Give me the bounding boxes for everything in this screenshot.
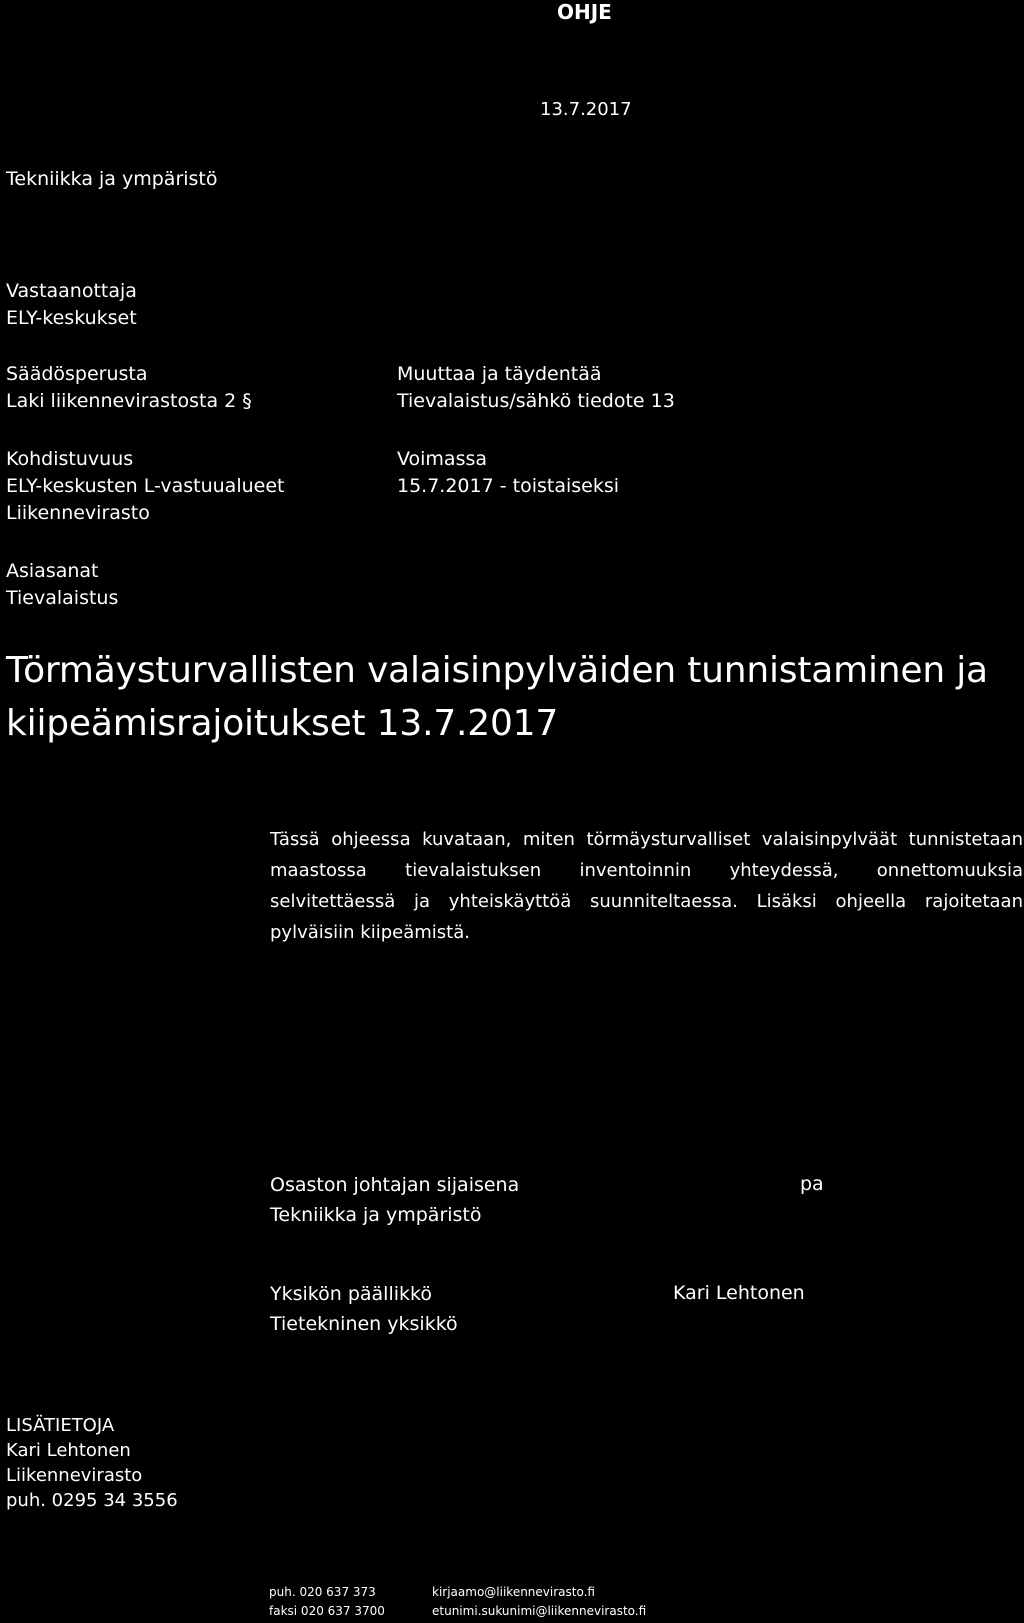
title-line: Törmäysturvallisten valaisinpylväiden tunnistaminen ja [6, 650, 988, 691]
validity-block [397, 446, 619, 500]
legal-basis-block [6, 361, 252, 415]
amends-value: Tievalaistus/sähkö tiedote 13 [397, 390, 675, 412]
contact-heading: LISÄTIETOJA [6, 1415, 115, 1436]
abstract-line: pylväisiin kiipeämistä. [270, 922, 470, 943]
contact-name: Kari Lehtonen [6, 1440, 131, 1461]
keywords-value: Tievalaistus [6, 587, 119, 609]
scope-value: Liikennevirasto [6, 502, 150, 524]
signer1-block [270, 1170, 519, 1230]
signer2-role: Yksikön päällikkö [270, 1283, 432, 1305]
abstract-line: Tässä ohjeessa kuvataan, miten törmäysturvalliset valaisinpylväät tunnistetaan [270, 829, 1023, 850]
legal-basis-value: Laki liikennevirastosta 2 § [6, 390, 252, 412]
title-line: kiipeämisrajoitukset 13.7.2017 [6, 703, 559, 744]
document-type: OHJE [557, 0, 612, 24]
recipient-label: Vastaanottaja [6, 280, 137, 302]
recipient-value: ELY-keskukset [6, 307, 137, 329]
abstract-line: selvitettäessä ja yhteiskäyttöä suunniteltaessa. Lisäksi ohjeella rajoitetaan [270, 891, 1023, 912]
footer-phone: puh. 020 637 373 [269, 1585, 376, 1599]
contact-phone: puh. 0295 34 3556 [6, 1490, 178, 1511]
document-title [6, 644, 988, 750]
scope-value: ELY-keskusten L-vastuualueet [6, 475, 285, 497]
amends-block [397, 361, 675, 415]
footer-fax: faksi 020 637 3700 [269, 1604, 385, 1618]
scope-label: Kohdistuvuus [6, 448, 134, 470]
contact-block [6, 1413, 178, 1513]
validity-value: 15.7.2017 - toistaiseksi [397, 475, 620, 497]
signer1-unit: Tekniikka ja ympäristö [270, 1204, 482, 1226]
scope-block [6, 446, 284, 527]
validity-label: Voimassa [397, 448, 488, 470]
footer-email-general: kirjaamo@liikennevirasto.fi [432, 1585, 595, 1599]
signer1-mark: pa [800, 1173, 824, 1195]
legal-basis-label: Säädösperusta [6, 363, 148, 385]
abstract [270, 824, 1023, 948]
department: Tekniikka ja ympäristö [6, 168, 218, 190]
contact-org: Liikennevirasto [6, 1465, 143, 1486]
document-date: 13.7.2017 [540, 99, 632, 120]
footer-phones [269, 1583, 385, 1621]
footer-email-personal: etunimi.sukunimi@liikennevirasto.fi [432, 1604, 647, 1618]
abstract-line: maastossa tievalaistuksen inventoinnin yhteydessä, onnettomuuksia [270, 860, 1023, 881]
footer-emails [432, 1583, 646, 1621]
keywords-label: Asiasanat [6, 560, 99, 582]
signer1-role: Osaston johtajan sijaisena [270, 1174, 520, 1196]
keywords-block [6, 558, 118, 612]
recipient-block [6, 278, 137, 332]
signer2-name: Kari Lehtonen [673, 1282, 805, 1304]
signer2-unit: Tietekninen yksikkö [270, 1313, 458, 1335]
amends-label: Muuttaa ja täydentää [397, 363, 602, 385]
signer2-block [270, 1279, 458, 1339]
